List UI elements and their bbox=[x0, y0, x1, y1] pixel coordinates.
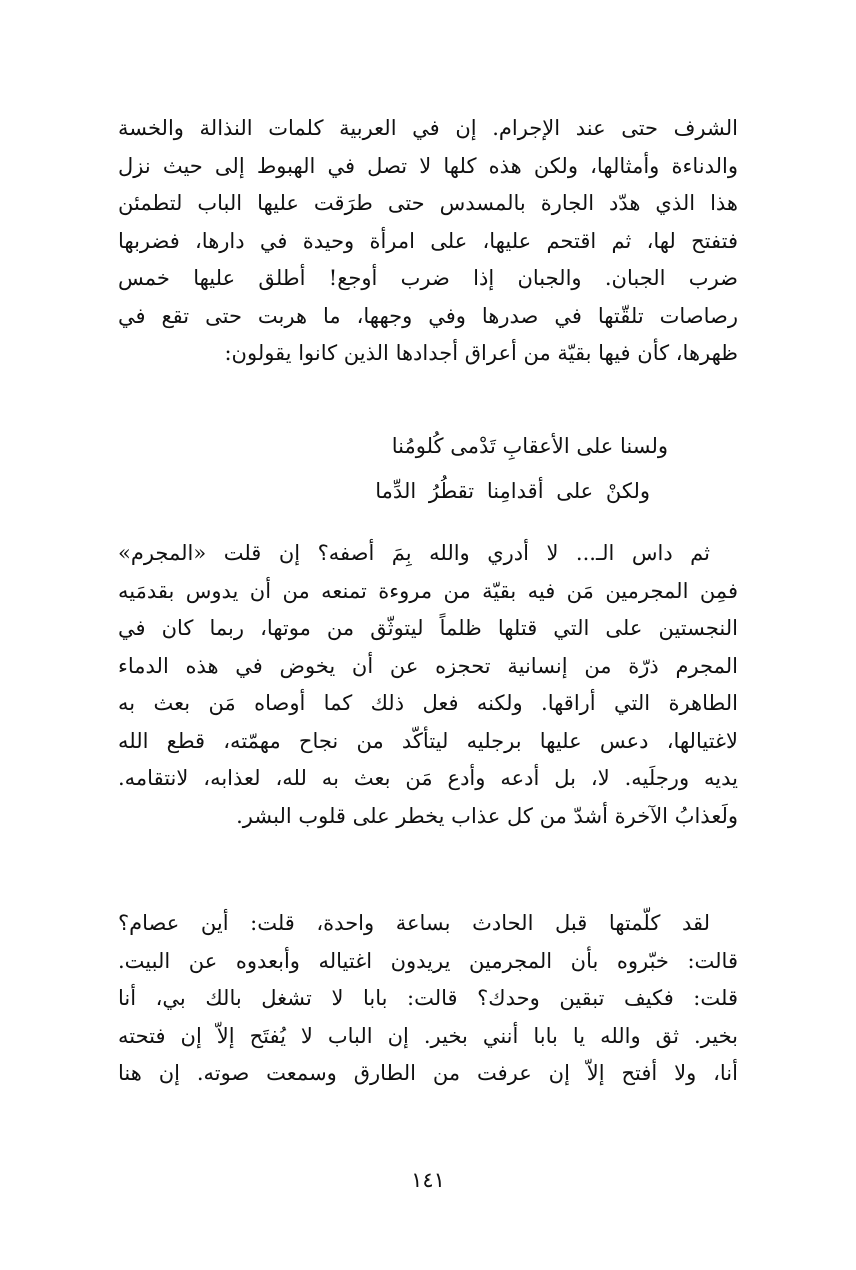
paragraph-3 bbox=[118, 905, 738, 1093]
paragraph-1 bbox=[118, 110, 738, 373]
text-line: ضرب الجبان. والجبان إذا ضرب أوجع! أطلق عليها خمس bbox=[118, 266, 738, 290]
text-line: قالت: خبّروه بأن المجرمين يريدون اغتياله وأبعدوه عن البيت. bbox=[118, 948, 738, 973]
text-line: يديه ورجلَيه. لا، بل أدعه وأدع مَن بعث به لله، لعذابه، لانتقامه. bbox=[118, 766, 738, 790]
text-line: لقد كلّمتها قبل الحادث بساعة واحدة، قلت: أين عصام؟ bbox=[118, 911, 710, 935]
text-line: أنا، ولا أفتح إلاّ إن عرفت من الطارق وسمعت صوته. إن هنا bbox=[118, 1061, 738, 1085]
text-line: فمِن المجرمين مَن فيه بقيّة من مروءة تمنعه من أن يدوس بقدمَيه bbox=[118, 578, 738, 603]
text-line: ثم داس الـ... لا أدري والله بِمَ أصفه؟ إن قلت «المجرم» bbox=[118, 541, 710, 565]
text-line: المجرم ذرّة من إنسانية تحجزه عن أن يخوض في هذه الدماء bbox=[118, 653, 738, 678]
text-line: لاغتيالها، دعس عليها برجليه ليتأكّد من نجاح مهمّته، قطع الله bbox=[118, 728, 738, 753]
text-line: بخير. ثق والله يا بابا أنني بخير. إن الباب لا يُفتَح إلاّ إن فتحته bbox=[118, 1023, 738, 1048]
text-line: قلت: فكيف تبقين وحدك؟ قالت: بابا لا تشغل بالك بي، أنا bbox=[118, 986, 738, 1010]
paragraph-2 bbox=[118, 535, 738, 835]
text-line: فتفتح لها، ثم اقتحم عليها، على امرأة وحيدة في دارها، فضربها bbox=[118, 228, 738, 253]
text-line: والدناءة وأمثالها، ولكن هذه كلها لا تصل في الهبوط إلى حيث نزل bbox=[118, 153, 738, 178]
text-line: ولَعذابُ الآخرة أشدّ من كل عذاب يخطر على قلوب البشر. bbox=[236, 803, 738, 828]
text-line: ظهرها، كأن فيها بقيّة من أعراق أجدادها الذين كانوا يقولون: bbox=[224, 341, 738, 365]
text-line: الطاهرة التي أراقها. ولكنه فعل ذلك كما أوصاه مَن بعث به bbox=[118, 691, 738, 715]
verse-line-1: ولسنا على الأعقابِ تَدْمى كُلومُنا bbox=[391, 434, 668, 458]
verse-line-2: ولكنْ على أقدامِنا تقطُرُ الدِّما bbox=[375, 479, 650, 503]
text-line: النجستين على التي قتلها ظلماً ليتوثّق من موتها، ربما كان في bbox=[118, 616, 738, 640]
page-number: ١٤١ bbox=[411, 1168, 445, 1192]
text-line: رصاصات تلقّتها في صدرها وفي وجهها، ما هربت حتى تقع في bbox=[118, 303, 738, 328]
text-line: الشرف حتى عند الإجرام. إن في العربية كلمات النذالة والخسة bbox=[118, 116, 738, 140]
text-line: هذا الذي هدّد الجارة بالمسدس حتى طرَقت عليها الباب لتطمئن bbox=[118, 191, 738, 215]
